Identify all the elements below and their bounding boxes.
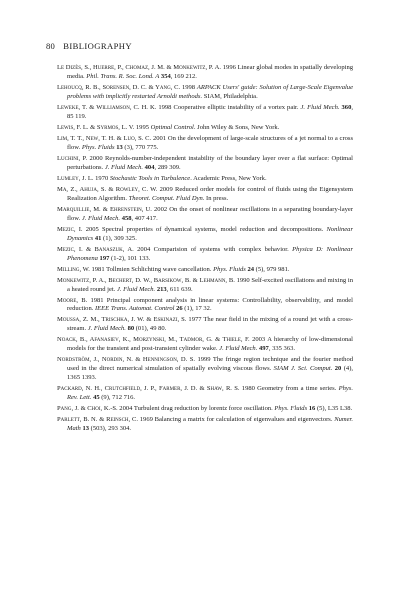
ref-volume: 24 [247, 265, 255, 273]
ref-title-italic: Theoret. Comput. Fluid Dyn. [128, 194, 205, 202]
reference-entry [57, 206, 353, 224]
reference-entry [57, 336, 353, 354]
ref-text: 1998 [180, 83, 197, 91]
reference-entry [57, 356, 353, 383]
ref-authors: Milling, W. [57, 265, 90, 273]
ref-title-italic: Numer. Math [67, 416, 353, 433]
ref-text: (01), 49 80. [134, 325, 167, 333]
reference-entry [57, 277, 353, 295]
reference-entry [57, 385, 353, 403]
ref-volume: 13 [82, 425, 90, 433]
reference-entry [57, 104, 353, 122]
ref-authors: Parlett, B. N. & Reinsch, C. [57, 416, 138, 424]
ref-title-italic: Nonlinear Dynamics [67, 225, 353, 242]
ref-text: 2005 Spectral properties of dynamical systems, model reduction and decompositions. [82, 225, 327, 233]
ref-authors: Mezic, I. [57, 225, 83, 233]
ref-text: . John Wiley & Sons, New York. [193, 123, 280, 131]
ref-volume: 20 [334, 365, 342, 373]
ref-text: 2003 A hierarchy of low-dimensional models for the transient and post-transient cylinder wake. [67, 336, 353, 353]
ref-text: 1977 The near field in the mixing of a round jet with a cross-stream. [67, 316, 353, 333]
ref-text: (9), 712 716. [99, 394, 136, 402]
ref-title-italic: SIAM J. Sci. Comput. [273, 365, 333, 373]
ref-authors: Lewis, F. L. & Syrmos, L. V. [57, 123, 135, 131]
ref-text: 1996 Linear global modes in spatially developing media. [67, 64, 353, 80]
reference-entry [57, 226, 353, 244]
reference-entry [57, 135, 353, 153]
ref-title-italic: Stochastic Tools in Turbulence [109, 174, 191, 182]
ref-volume: 360 [341, 103, 352, 111]
ref-volume: 213 [156, 285, 167, 293]
ref-text: (5), 979 981. [254, 265, 290, 273]
ref-text: , 611 639. [166, 285, 193, 293]
ref-authors: Nordström, J., Nordin, N. & Henningson, D. S. [57, 356, 196, 364]
ref-text: 2004 Turbulent drag reduction by lorentz force oscillation. [117, 405, 275, 413]
ref-authors: Lim, T. T., New, T. H. & Luo, S. C. [57, 134, 152, 142]
reference-entry [57, 84, 353, 102]
ref-title-italic: J. Fluid Mech. [117, 285, 156, 293]
ref-text: 1981 Principal component analysis in linear systems: Controllability, observability, and model reduction. [67, 296, 353, 313]
ref-volume: 80 [127, 325, 135, 333]
ref-text: (1-2), 101 133. [109, 254, 151, 262]
header-title: BIBLIOGRAPHY [63, 41, 132, 51]
ref-text: In press. [204, 194, 229, 202]
ref-text: , 289 309. [154, 163, 181, 171]
ref-text: , 335 363. [268, 345, 296, 353]
ref-title-italic: J. Fluid Mech. [81, 214, 121, 222]
ref-text: 2004 Comparision of systems with complex behavior. [133, 245, 293, 253]
ref-text: 1990 Self-excited oscillations and mixing in a heated round jet. [67, 276, 353, 293]
ref-text: (503), 293 304. [89, 425, 132, 433]
reference-entry [57, 175, 353, 184]
ref-text: 2000 Reynolds-number-independent instability of the boundary layer over a flat surface: Optimal perturbations. [67, 154, 353, 171]
ref-text: (3), 770 775. [122, 143, 159, 151]
ref-authors: Moore, B. [57, 296, 88, 304]
ref-title-italic: Optimal Control [150, 123, 194, 131]
reference-entry [57, 405, 353, 414]
reference-entry [57, 297, 353, 315]
ref-authors: Ma, Z., Ahuja, S. & Rowley, C. W. [57, 185, 158, 193]
ref-text: 1995 [134, 123, 151, 131]
ref-text: 1969 Balancing a matrix for calculation of eigenvalues and eigenvectors. [137, 416, 335, 424]
ref-authors: Mezic, I. & Banaszuk, A. [57, 245, 134, 253]
ref-authors: Lehoucq, R. B., Sorensen, D. C. & Yang, C. [57, 83, 181, 91]
ref-authors: Luchini, P. [57, 154, 88, 162]
ref-title-italic: J. Fluid Mech. [87, 325, 126, 333]
ref-authors: Marquillie, M. & Ehrenstein, U. [57, 205, 152, 213]
ref-text: (4), 1365 1393. [67, 365, 354, 382]
ref-text: 2001 On the development of large-scale structures of a jet normal to a cross flow. [67, 134, 354, 151]
ref-authors: Moussa, Z. M., Trischka, J. W. & Eskinazi, S. [57, 316, 187, 324]
ref-text: 1999 The fringe region technique and the fourier method used in the direct numerical simulation of spatially evolving viscous flows. [67, 356, 353, 373]
ref-text: , 407 417. [131, 214, 158, 222]
reference-entry [57, 186, 353, 204]
ref-title-italic: J. Fluid Mech. [104, 163, 144, 171]
ref-text: , 169 212. [170, 72, 197, 80]
ref-text: 1981 Tollmien Schlichting wave cancellation. [89, 265, 214, 273]
ref-volume: 45 [93, 394, 100, 402]
ref-authors: Noack, B., Afanasiev, K., Morzynski, M., Tadmor, G. & Thiele, F. [57, 336, 250, 344]
ref-text: (5), L35 L38. [315, 405, 353, 413]
ref-text: 1970 [93, 174, 110, 182]
ref-volume: 458 [121, 214, 132, 222]
ref-authors: Monkewitz, P. A., Bechert, D. W., Barsikow, B. & Lehmann, B. [57, 276, 235, 284]
ref-text: . SIAM, Philadelphia. [200, 92, 258, 100]
ref-authors: Pang, J. & Choi, K.-S. [57, 405, 118, 413]
ref-title-italic: Physica D: Nonlinear Phenomena [67, 245, 354, 262]
ref-text: (1), 309 325. [101, 234, 137, 242]
ref-text: 1980 Geometry from a time series. [239, 385, 339, 393]
ref-authors: Leweke, T. & Williamson, C. H. K. [57, 103, 157, 111]
ref-volume: 354 [160, 72, 171, 80]
reference-entry [57, 124, 353, 133]
reference-entry [57, 416, 353, 434]
ref-title-italic: Phys. Rev. Lett. [67, 385, 353, 402]
ref-volume: 497 [259, 345, 269, 353]
ref-authors: Le Dizès, S., Huerre, P., Chomaz, J. M. & Monkewitz, P. A. [57, 64, 222, 71]
ref-title-italic: ARPACK Users' guide: Solution of Large-Scale Eigenvalue problems with implicitly restarted Arnoldi methods [67, 83, 353, 100]
ref-volume: 404 [144, 163, 155, 171]
ref-title-italic: Phys. Fluids [274, 405, 308, 413]
ref-title-italic: Phys. Fluids [81, 143, 115, 151]
ref-text: 2002 On the onset of nonlinear oscillations in a separating boundary-layer flow. [67, 205, 354, 222]
running-header [46, 41, 132, 51]
ref-volume: 41 [94, 234, 102, 242]
reference-entry [57, 266, 353, 275]
ref-text: 1998 Cooperative elliptic instability of a vortex pair. [156, 103, 301, 111]
reference-entry [57, 316, 353, 334]
reference-list [57, 64, 353, 436]
ref-title-italic: IEEE Trans. Automat. Control [95, 305, 175, 313]
ref-volume: 13 [116, 143, 123, 151]
ref-text: . Academic Press, New York. [190, 174, 267, 182]
ref-text: , 85 119. [67, 103, 353, 120]
reference-entry [57, 155, 353, 173]
reference-entry [57, 246, 353, 264]
ref-text: (1), 17 32. [182, 305, 212, 313]
ref-title-italic: J. Fluid Mech. [300, 103, 340, 111]
ref-text: 2009 Reduced order models for control of fluids using the Eigensystem Realization Algorithm. [67, 185, 353, 202]
ref-title-italic: J. Fluid Mech. [219, 345, 258, 353]
ref-volume: 197 [99, 254, 110, 262]
ref-title-italic: Phys. Fluids [213, 265, 246, 273]
ref-volume: 26 [176, 305, 183, 313]
ref-title-italic: Phil. Trans. R. Soc. Lond. A [86, 72, 160, 80]
ref-authors: Packard, N. H., Crutchfield, J. P., Farmer, J. D. & Shaw, R. S. [57, 385, 240, 393]
reference-entry [57, 64, 353, 82]
page-number: 80 [46, 41, 55, 51]
ref-authors: Lumley, J. L. [57, 174, 94, 182]
ref-volume: 16 [308, 405, 316, 413]
